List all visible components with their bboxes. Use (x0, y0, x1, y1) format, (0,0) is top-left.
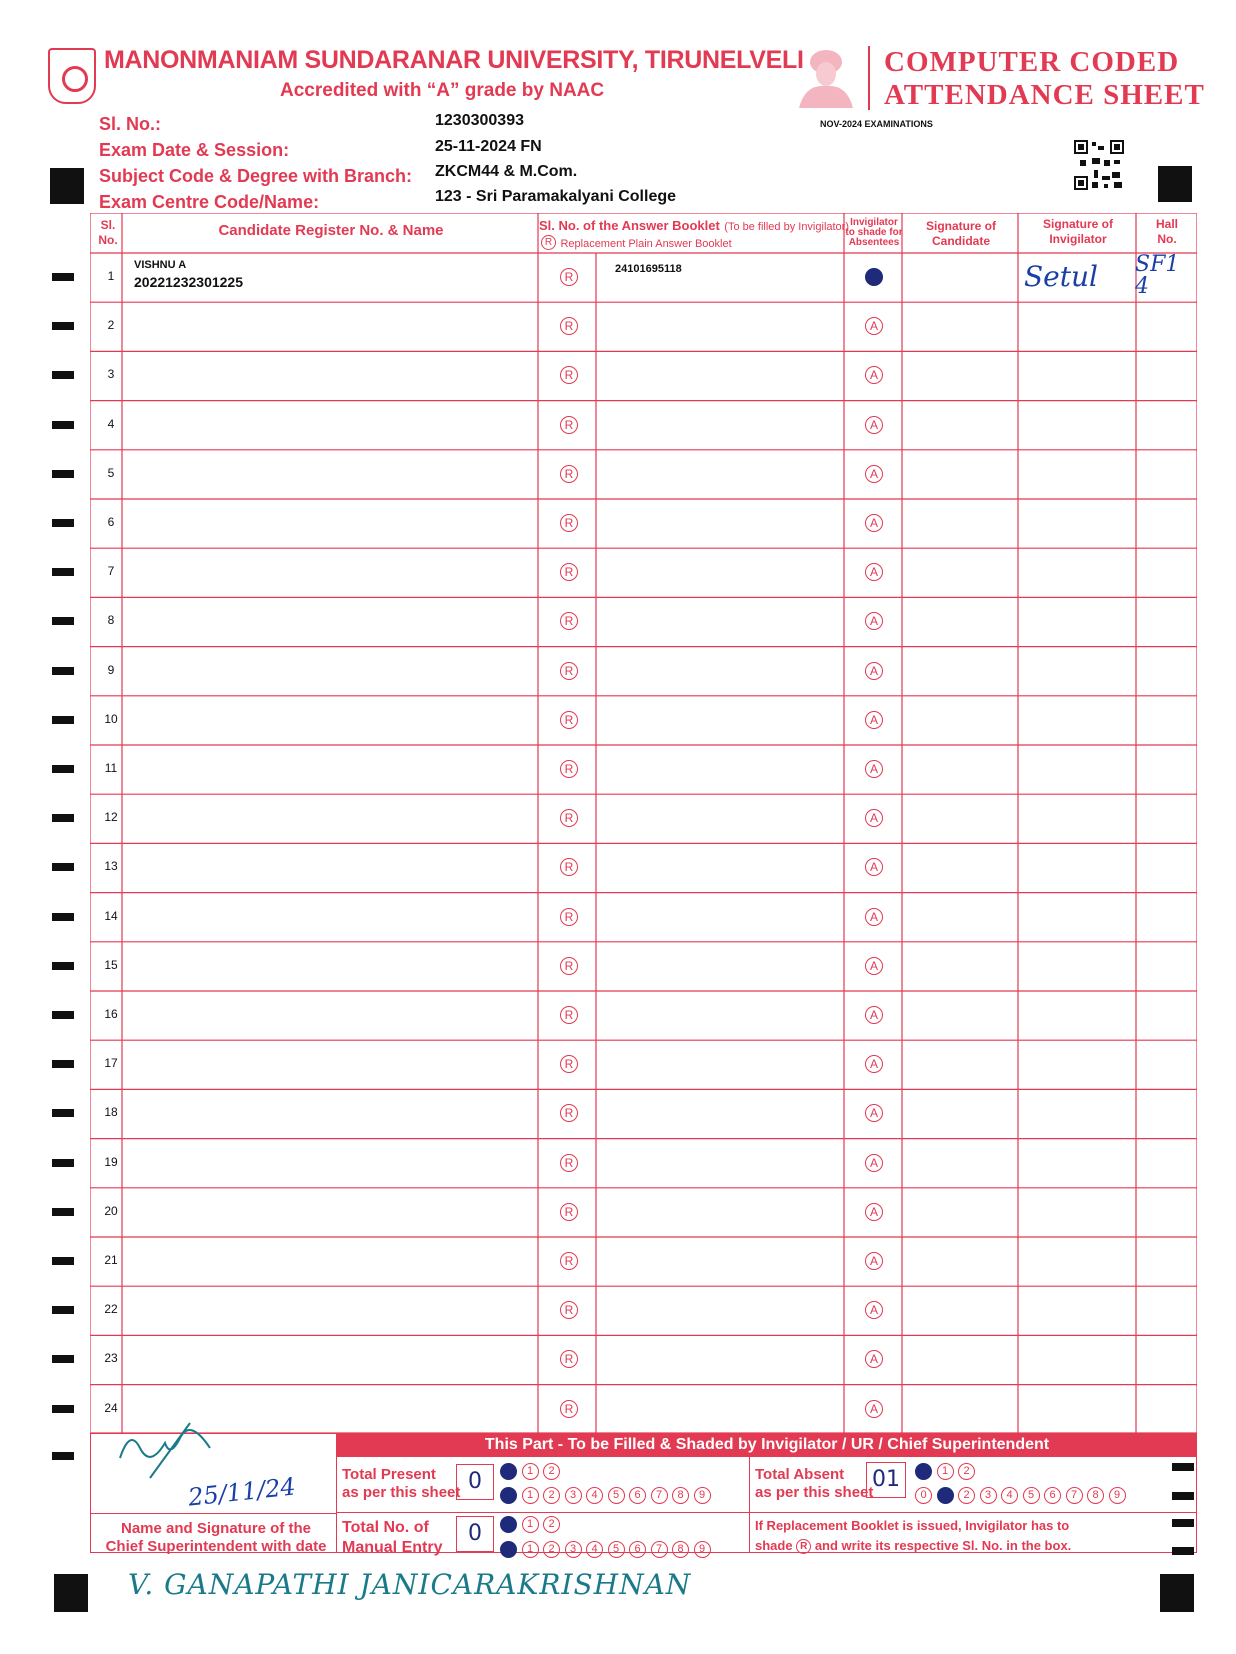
col-header-invigilator-line2: to shade for (845, 227, 903, 238)
row-number: 18 (104, 1105, 118, 1120)
absent-bubble[interactable]: A (865, 612, 883, 630)
timing-mark (52, 273, 74, 281)
sl-no-label: Sl. No.: (99, 114, 161, 134)
absent-units-bubble[interactable]: 0 (915, 1487, 932, 1504)
col-header-booklet-note: (To be filled by Invigilator) (724, 221, 850, 233)
timing-mark (1172, 1463, 1194, 1471)
row-number: 5 (107, 465, 115, 480)
timing-mark (52, 617, 74, 625)
col-header-booklet-sub (541, 234, 732, 252)
timing-mark (52, 1109, 74, 1117)
col-header-sign-invigilator-line2: Invigilator (1049, 232, 1107, 246)
present-tens-bubble[interactable]: 1 (522, 1463, 539, 1480)
registration-mark (54, 1574, 88, 1612)
absent-bubble[interactable]: A (865, 662, 883, 680)
manual-tens-bubble[interactable]: 2 (543, 1516, 560, 1533)
replacement-bubble[interactable]: R (560, 1006, 578, 1024)
exam-tag: NOV-2024 EXAMINATIONS (820, 119, 933, 129)
absent-units-bubble[interactable]: 3 (980, 1487, 997, 1504)
timing-mark (52, 863, 74, 871)
centre-value: 123 - Sri Paramakalyani College (435, 188, 677, 205)
present-units-bubble[interactable]: 1 (522, 1487, 539, 1504)
centre-label: Exam Centre Code/Name: (99, 192, 320, 212)
absent-bubble[interactable]: A (865, 563, 883, 581)
cs-signature-date: 25/11/24 (186, 1472, 297, 1512)
timing-mark (52, 1405, 74, 1413)
replacement-bubble[interactable]: R (560, 908, 578, 926)
col-header-sl (92, 218, 124, 248)
manual-tens-bubble[interactable]: 1 (522, 1516, 539, 1533)
absent-bubble[interactable]: A (865, 957, 883, 975)
footer-banner: This Part - To be Filled & Shaded by Invigilator / UR / Chief Superintendent (337, 1433, 1197, 1457)
replacement-bubble-legend: R (541, 235, 556, 250)
timing-mark (52, 421, 74, 429)
absent-tens-bubble[interactable]: 1 (937, 1463, 954, 1480)
row-number: 1 (107, 269, 115, 283)
timing-mark (52, 519, 74, 527)
total-absent-label-line1: Total Absent (755, 1466, 845, 1483)
col-header-sign-candidate (903, 219, 1019, 249)
timing-mark (52, 322, 74, 330)
replacement-bubble[interactable]: R (560, 1301, 578, 1319)
col-header-invigilator-line3: Absentees (848, 237, 900, 248)
replacement-bubble-note: R (796, 1539, 811, 1554)
timing-mark (52, 371, 74, 379)
footer-divider (749, 1457, 750, 1553)
absent-bubble[interactable]: A (865, 858, 883, 876)
sheet-title (884, 46, 1205, 112)
col-header-sign-invigilator (1019, 217, 1137, 247)
absent-bubble[interactable]: A (865, 760, 883, 778)
row-number: 9 (107, 662, 115, 677)
present-units-bubble[interactable]: 5 (608, 1487, 625, 1504)
col-header-booklet-sub-text: Replacement Plain Answer Booklet (560, 238, 732, 250)
total-present-box[interactable]: 0 (456, 1464, 494, 1500)
absent-units-bubble[interactable]: 1 (937, 1487, 954, 1504)
row-number: 2 (107, 318, 115, 333)
absent-bubble[interactable]: A (865, 1203, 883, 1221)
registration-mark (1160, 1574, 1194, 1612)
hall-number: SF1 4 (1135, 252, 1180, 299)
absent-bubble[interactable]: A (865, 1154, 883, 1172)
absent-units-bubble[interactable]: 9 (1109, 1487, 1126, 1504)
timing-mark (52, 765, 74, 773)
manual-entry-label-line2: Manual Entry (342, 1539, 443, 1556)
registration-mark (1158, 166, 1192, 202)
col-header-candidate: Candidate Register No. & Name (218, 222, 444, 239)
replacement-note-rest: and write its respective Sl. No. in the box. (814, 1538, 1072, 1553)
absent-units-bubble[interactable]: 5 (1023, 1487, 1040, 1504)
row-number: 4 (107, 416, 115, 431)
absent-units-bubble[interactable]: 2 (958, 1487, 975, 1504)
timing-mark (52, 814, 74, 822)
timing-mark (52, 1257, 74, 1265)
manual-units-bubble[interactable]: 7 (651, 1541, 668, 1558)
replacement-bubble[interactable]: R (560, 957, 578, 975)
replacement-bubble[interactable]: R (560, 1055, 578, 1073)
cs-label (96, 1520, 336, 1556)
cs-signature-icon (110, 1418, 230, 1488)
replacement-bubble[interactable]: R (560, 268, 578, 286)
absent-bubble[interactable]: A (865, 1104, 883, 1122)
manual-units-bubble[interactable]: 4 (586, 1541, 603, 1558)
present-tens-bubble[interactable]: 0 (500, 1463, 517, 1480)
timing-mark (52, 913, 74, 921)
row-number: 22 (104, 1302, 118, 1317)
row-number: 6 (107, 515, 115, 529)
replacement-bubble[interactable]: R (560, 1252, 578, 1270)
replacement-bubble[interactable]: R (560, 760, 578, 778)
replacement-bubble[interactable]: R (560, 662, 578, 680)
absent-bubble[interactable]: A (865, 908, 883, 926)
timing-mark (1172, 1492, 1194, 1500)
manual-units-bubble[interactable]: 1 (522, 1541, 539, 1558)
absent-bubble[interactable]: A (865, 1055, 883, 1073)
absent-bubble[interactable]: A (865, 366, 883, 384)
manual-entry-box[interactable]: 0 (456, 1516, 494, 1552)
col-header-invigilator-line1: Invigilator (850, 217, 898, 228)
replacement-bubble[interactable]: R (560, 711, 578, 729)
col-header-sl-line2: No. (98, 233, 118, 247)
row-number: 14 (104, 908, 118, 923)
cs-label-line1: Name and Signature of the (120, 1520, 312, 1537)
col-header-hall-line2: No. (1157, 232, 1177, 246)
col-header-sl-line1: Sl. (100, 218, 116, 232)
exam-date-label: Exam Date & Session: (99, 140, 290, 160)
timing-mark (52, 568, 74, 576)
col-header-sign-candidate-line2: Candidate (931, 234, 990, 248)
present-tens-bubble[interactable]: 2 (543, 1463, 560, 1480)
replacement-bubble[interactable]: R (560, 563, 578, 581)
replacement-note-line2 (755, 1536, 1071, 1556)
invigilator-signature: Setul (1024, 260, 1098, 293)
absent-bubble[interactable]: A (865, 416, 883, 434)
absent-bubble[interactable]: A (865, 317, 883, 335)
exam-date-value: 25-11-2024 FN (435, 138, 542, 155)
university-logo (48, 48, 96, 104)
absent-bubble[interactable]: A (865, 465, 883, 483)
absent-bubble[interactable]: A (865, 1400, 883, 1418)
answer-booklet-no: 24101695118 (615, 263, 682, 275)
row-number: 20 (104, 1203, 118, 1218)
col-header-sign-invigilator-line1: Signature of (1042, 217, 1113, 231)
replacement-bubble[interactable]: R (560, 809, 578, 827)
col-header-booklet (539, 217, 850, 235)
absent-units-bubble[interactable]: 7 (1066, 1487, 1083, 1504)
timing-mark (52, 1355, 74, 1363)
absent-tens-bubble[interactable]: 0 (915, 1463, 932, 1480)
subject-label: Subject Code & Degree with Branch: (99, 166, 413, 186)
present-units-bubble[interactable]: 7 (651, 1487, 668, 1504)
replacement-bubble[interactable]: R (560, 1400, 578, 1418)
absent-bubble[interactable]: A (865, 1006, 883, 1024)
sheet-title-line2: ATTENDANCE SHEET (884, 79, 1205, 111)
registration-mark (50, 168, 84, 204)
timing-mark (52, 470, 74, 478)
col-header-hall (1137, 217, 1197, 247)
timing-mark (52, 1208, 74, 1216)
footer-divider (337, 1512, 1197, 1513)
present-units-bubble[interactable]: 3 (565, 1487, 582, 1504)
replacement-bubble[interactable]: R (560, 514, 578, 532)
timing-mark (52, 716, 74, 724)
timing-mark (1172, 1547, 1194, 1555)
replacement-bubble[interactable]: R (560, 465, 578, 483)
col-header-booklet-title: Sl. No. of the Answer Booklet (539, 218, 720, 233)
header-divider (868, 46, 870, 110)
total-present-label-line2: as per this sheet (342, 1484, 461, 1501)
row-number: 24 (104, 1400, 118, 1415)
row-number: 17 (104, 1056, 118, 1071)
replacement-bubble[interactable]: R (560, 612, 578, 630)
candidate-register-no: 20221232301225 (134, 274, 244, 290)
absent-units-bubble[interactable]: 8 (1087, 1487, 1104, 1504)
col-header-invigilator (845, 218, 903, 248)
manual-units-bubble[interactable]: 8 (672, 1541, 689, 1558)
manual-entry-label-line1: Total No. of (342, 1519, 429, 1536)
cs-name-handwritten: V. GANAPATHI JANICARAKRISHNAN (128, 1568, 692, 1601)
absent-bubble[interactable]: A (865, 268, 883, 286)
manual-tens-bubble[interactable]: 0 (500, 1516, 517, 1533)
manual-units-bubble[interactable]: 0 (500, 1541, 517, 1558)
cs-label-line2: Chief Superintendent with date (105, 1538, 327, 1555)
row-number: 13 (104, 859, 118, 874)
timing-mark (52, 1060, 74, 1068)
replacement-note-line1: If Replacement Booklet is issued, Invigilator has to (755, 1518, 1070, 1533)
absent-bubble[interactable]: A (865, 809, 883, 827)
replacement-bubble[interactable]: R (560, 317, 578, 335)
replacement-bubble[interactable]: R (560, 416, 578, 434)
timing-mark (52, 1011, 74, 1019)
timing-mark (52, 1306, 74, 1314)
total-absent-label-line2: as per this sheet (755, 1484, 874, 1501)
present-units-bubble[interactable]: 2 (543, 1487, 560, 1504)
subject-value: ZKCM44 & M.Com. (435, 163, 578, 180)
row-number: 8 (107, 613, 115, 628)
footer-divider (90, 1513, 337, 1514)
present-units-bubble[interactable]: 6 (629, 1487, 646, 1504)
qr-code-icon (1074, 140, 1124, 190)
row-number: 7 (107, 564, 115, 579)
replacement-bubble[interactable]: R (560, 1154, 578, 1172)
attendance-grid (90, 213, 1197, 1433)
row-number: 3 (107, 367, 115, 382)
accreditation-text: Accredited with “A” grade by NAAC (280, 80, 605, 101)
present-units-bubble[interactable]: 4 (586, 1487, 603, 1504)
replacement-bubble[interactable]: R (560, 1203, 578, 1221)
replacement-bubble[interactable]: R (560, 1104, 578, 1122)
timing-mark (52, 667, 74, 675)
manual-units-bubble[interactable]: 3 (565, 1541, 582, 1558)
absent-bubble[interactable]: A (865, 1252, 883, 1270)
present-units-bubble[interactable]: 0 (500, 1487, 517, 1504)
total-present-label (342, 1466, 460, 1502)
col-header-sign-candidate-line1: Signature of (925, 219, 996, 233)
timing-mark (52, 962, 74, 970)
present-units-bubble[interactable]: 9 (694, 1487, 711, 1504)
replacement-note-shade: shade (755, 1538, 793, 1553)
row-number: 12 (104, 810, 118, 825)
col-header-hall-line1: Hall (1155, 217, 1178, 231)
total-absent-box[interactable]: 01 (866, 1462, 906, 1498)
manual-entry-label (342, 1518, 442, 1558)
replacement-bubble[interactable]: R (560, 1350, 578, 1368)
row-number: 11 (104, 761, 118, 775)
total-present-label-line1: Total Present (342, 1466, 436, 1483)
replacement-note (755, 1516, 1071, 1556)
absent-bubble[interactable]: A (865, 711, 883, 729)
sl-no-value: 1230300393 (435, 112, 524, 129)
row-number: 19 (104, 1154, 118, 1169)
present-units-bubble[interactable]: 8 (672, 1487, 689, 1504)
university-name: MANONMANIAM SUNDARANAR UNIVERSITY, TIRUNELVELI (104, 46, 804, 74)
row-number: 10 (104, 711, 118, 726)
manual-units-bubble[interactable]: 2 (543, 1541, 560, 1558)
founder-portrait-icon (795, 44, 857, 108)
row-number: 23 (104, 1351, 118, 1366)
total-absent-label (755, 1466, 873, 1502)
row-number: 15 (104, 957, 118, 972)
absent-units-bubble[interactable]: 4 (1001, 1487, 1018, 1504)
absent-units-bubble[interactable]: 6 (1044, 1487, 1061, 1504)
absent-bubble[interactable]: A (865, 1301, 883, 1319)
absent-tens-bubble[interactable]: 2 (958, 1463, 975, 1480)
sheet-title-line1: COMPUTER CODED (884, 46, 1180, 78)
manual-units-bubble[interactable]: 9 (694, 1541, 711, 1558)
row-number: 21 (104, 1253, 118, 1267)
timing-mark (52, 1159, 74, 1167)
candidate-name: VISHNU A (134, 259, 187, 271)
manual-units-bubble[interactable]: 5 (608, 1541, 625, 1558)
manual-units-bubble[interactable]: 6 (629, 1541, 646, 1558)
replacement-bubble[interactable]: R (560, 366, 578, 384)
replacement-bubble[interactable]: R (560, 858, 578, 876)
absent-bubble[interactable]: A (865, 1350, 883, 1368)
absent-bubble[interactable]: A (865, 514, 883, 532)
timing-mark (1172, 1519, 1194, 1527)
row-number: 16 (104, 1007, 118, 1021)
timing-mark (52, 1452, 74, 1460)
